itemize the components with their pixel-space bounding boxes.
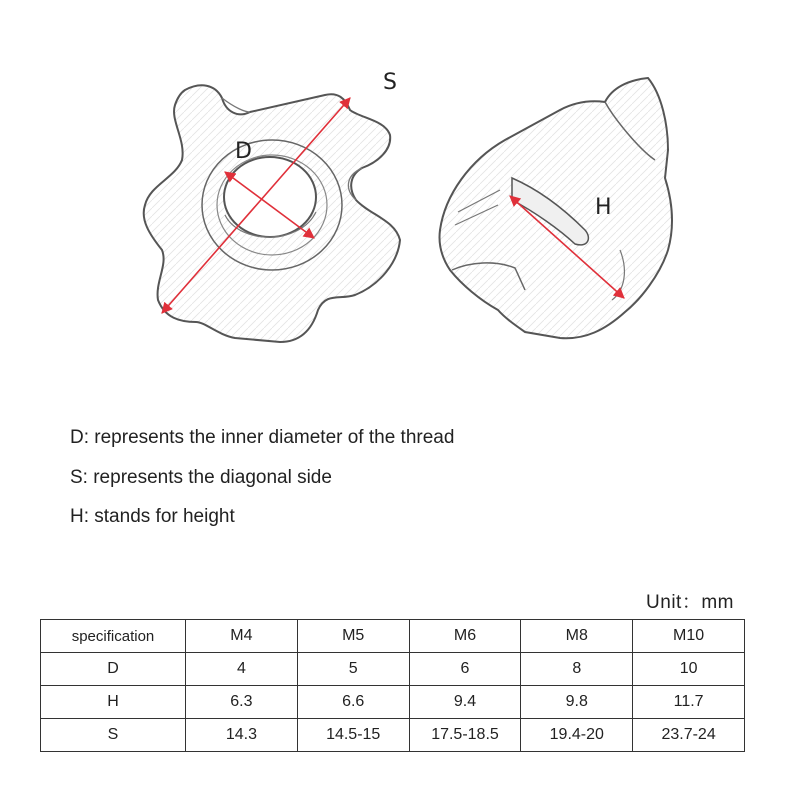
legend-h: H: stands for height	[70, 506, 235, 527]
label-h: H	[595, 195, 612, 220]
legend-d: D: represents the inner diameter of the thread	[70, 427, 455, 448]
header-cell: specification	[41, 620, 186, 653]
tee-nut-side-view	[439, 78, 671, 338]
row-label: S	[41, 719, 186, 752]
table-cell: 23.7-24	[633, 719, 745, 752]
table-cell: 4	[186, 653, 298, 686]
table-cell: 9.8	[521, 686, 633, 719]
table-cell: 19.4-20	[521, 719, 633, 752]
row-label: H	[41, 686, 186, 719]
header-cell: M10	[633, 620, 745, 653]
table-row	[41, 686, 745, 719]
header-cell: M4	[186, 620, 298, 653]
label-s: S	[383, 70, 397, 95]
table-cell: 14.5-15	[297, 719, 409, 752]
tee-nut-front-view	[144, 85, 400, 342]
table-cell: 8	[521, 653, 633, 686]
table-row	[41, 719, 745, 752]
table-cell: 6.3	[186, 686, 298, 719]
table-cell: 6	[409, 653, 521, 686]
header-cell: M8	[521, 620, 633, 653]
row-label: D	[41, 653, 186, 686]
table-cell: 11.7	[633, 686, 745, 719]
header-cell: M5	[297, 620, 409, 653]
table-cell: 14.3	[186, 719, 298, 752]
table-cell: 9.4	[409, 686, 521, 719]
table-cell: 6.6	[297, 686, 409, 719]
label-d: D	[235, 139, 252, 164]
header-cell: M6	[409, 620, 521, 653]
table-row	[41, 653, 745, 686]
table-cell: 17.5-18.5	[409, 719, 521, 752]
legend-s: S: represents the diagonal side	[70, 467, 332, 488]
table-cell: 5	[297, 653, 409, 686]
unit-label: Unit：mm	[646, 592, 734, 613]
spec-table	[40, 619, 745, 752]
table-header-row	[41, 620, 745, 653]
table-cell: 10	[633, 653, 745, 686]
